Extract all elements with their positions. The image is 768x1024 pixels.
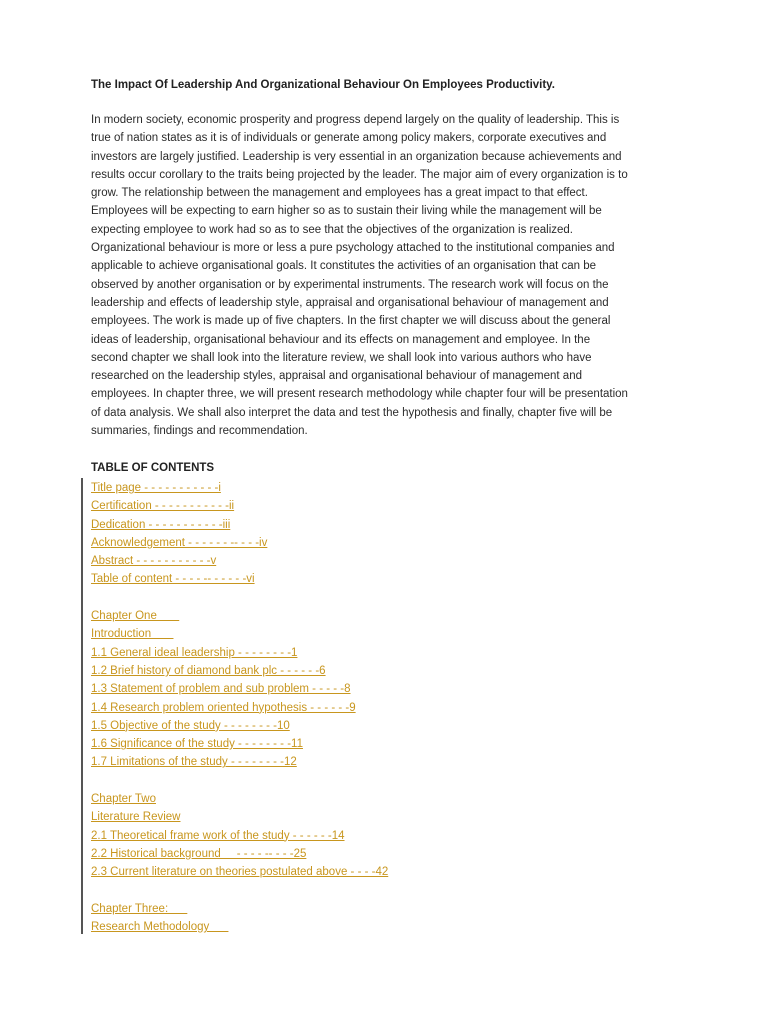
toc-link-section-1-6[interactable]: 1.6 Significance of the study - - - - - - - -11 (91, 738, 303, 751)
intro-line: ideas of leadership, organisational behaviour and its effects on management and employee. In the (91, 333, 591, 346)
toc-link-table-of-content[interactable]: Table of content - - - - -- - - - - -vi (91, 573, 255, 586)
intro-line: of data analysis. We shall also interpret the data and test the hypothesis and finally, chapter five will be (91, 406, 613, 419)
intro-line: In modern society, economic prosperity and progress depend largely on the quality of leadership. This is (91, 114, 620, 126)
toc-link-chapter-three[interactable]: Chapter Three: (91, 902, 188, 915)
intro-line: expecting employee to work had so as to see that the objectives of the organization is realized. (91, 223, 574, 236)
toc-link-chapter-one[interactable]: Chapter One (91, 610, 180, 623)
toc-link-section-1-7[interactable]: 1.7 Limitations of the study - - - - - - - -12 (91, 756, 297, 769)
intro-line: employees. In chapter three, we will present research methodology while chapter four will be presentation (91, 388, 628, 401)
intro-line: second chapter we shall look into the literature review, we shall look into various authors who have (91, 351, 592, 364)
toc-link-literature-review[interactable]: Literature Review (91, 811, 181, 824)
intro-line: grow. The relationship between the management and employees has a great impact to that effect. (91, 187, 588, 200)
toc-link-section-1-3[interactable]: 1.3 Statement of problem and sub problem - - - - -8 (91, 683, 351, 696)
toc-heading: TABLE OF CONTENTS (91, 462, 215, 474)
toc-link-certification[interactable]: Certification - - - - - - - - - - -ii (91, 500, 235, 513)
intro-line: employees. The work is made up of five chapters. In the first chapter we will discuss about the general (91, 315, 611, 328)
toc-link-section-1-2[interactable]: 1.2 Brief history of diamond bank plc - - - - - -6 (91, 664, 326, 677)
toc-link-dedication[interactable]: Dedication - - - - - - - - - - -iii (91, 518, 231, 531)
toc-link-section-1-4[interactable]: 1.4 Research problem oriented hypothesis - - - - - -9 (91, 701, 356, 714)
intro-line: true of nation states as it is of individuals or generate among policy makers, corporate executives and (91, 132, 607, 145)
toc-link-section-2-2[interactable]: 2.2 Historical background - - - - -- - - -25 (91, 847, 307, 860)
toc-link-section-1-1[interactable]: 1.1 General ideal leadership - - - - - - - -1 (91, 646, 298, 659)
toc-link-chapter-two[interactable]: Chapter Two (91, 793, 156, 806)
toc-link-introduction[interactable]: Introduction (91, 628, 174, 641)
intro-line: Employees will be expecting to earn higher so as to sustain their living while the management will be (91, 205, 602, 218)
intro-line: summaries, findings and recommendation. (91, 425, 308, 438)
toc-link-title-page[interactable]: Title page - - - - - - - - - - -i (91, 482, 221, 494)
toc-link-section-1-5[interactable]: 1.5 Objective of the study - - - - - - - -10 (91, 719, 290, 732)
intro-paragraph (91, 111, 691, 440)
toc-link-section-2-1[interactable]: 2.1 Theoretical frame work of the study - - - - - -14 (91, 829, 345, 842)
toc-link-abstract[interactable]: Abstract - - - - - - - - - - -v (91, 555, 217, 568)
toc-link-acknowledgement[interactable]: Acknowledgement - - - - - - -- - - -iv (91, 536, 268, 549)
toc-spacer (91, 772, 691, 790)
intro-line: leadership and effects of leadership style, appraisal and organisational behaviour of management and (91, 296, 609, 309)
toc-link-research-methodology[interactable]: Research Methodology (91, 921, 229, 934)
toc-spacer (91, 882, 691, 900)
intro-line: results occur corollary to the traits being projected by the leader. The major aim of every organization is to (91, 168, 628, 181)
intro-line: observed by another organisation or by experimental instruments. The research work will focus on the (91, 278, 609, 291)
intro-line: applicable to achieve organisational goals. It constitutes the activities of an organisation that can be (91, 260, 597, 273)
toc-divider (81, 478, 83, 934)
intro-line: investors are largely justified. Leadership is very essential in an organization because achievements and (91, 150, 622, 163)
toc-spacer (91, 589, 691, 607)
table-of-contents (91, 479, 691, 936)
intro-line: researched on the leadership styles, appraisal and organisational behaviour of management and (91, 370, 582, 383)
document-title: The Impact Of Leadership And Organizational Behaviour On Employees Productivity. (91, 79, 555, 91)
toc-link-section-2-3[interactable]: 2.3 Current literature on theories postulated above - - - -42 (91, 866, 389, 879)
intro-line: Organizational behaviour is more or less a pure psychology attached to the institutional companies and (91, 242, 615, 255)
